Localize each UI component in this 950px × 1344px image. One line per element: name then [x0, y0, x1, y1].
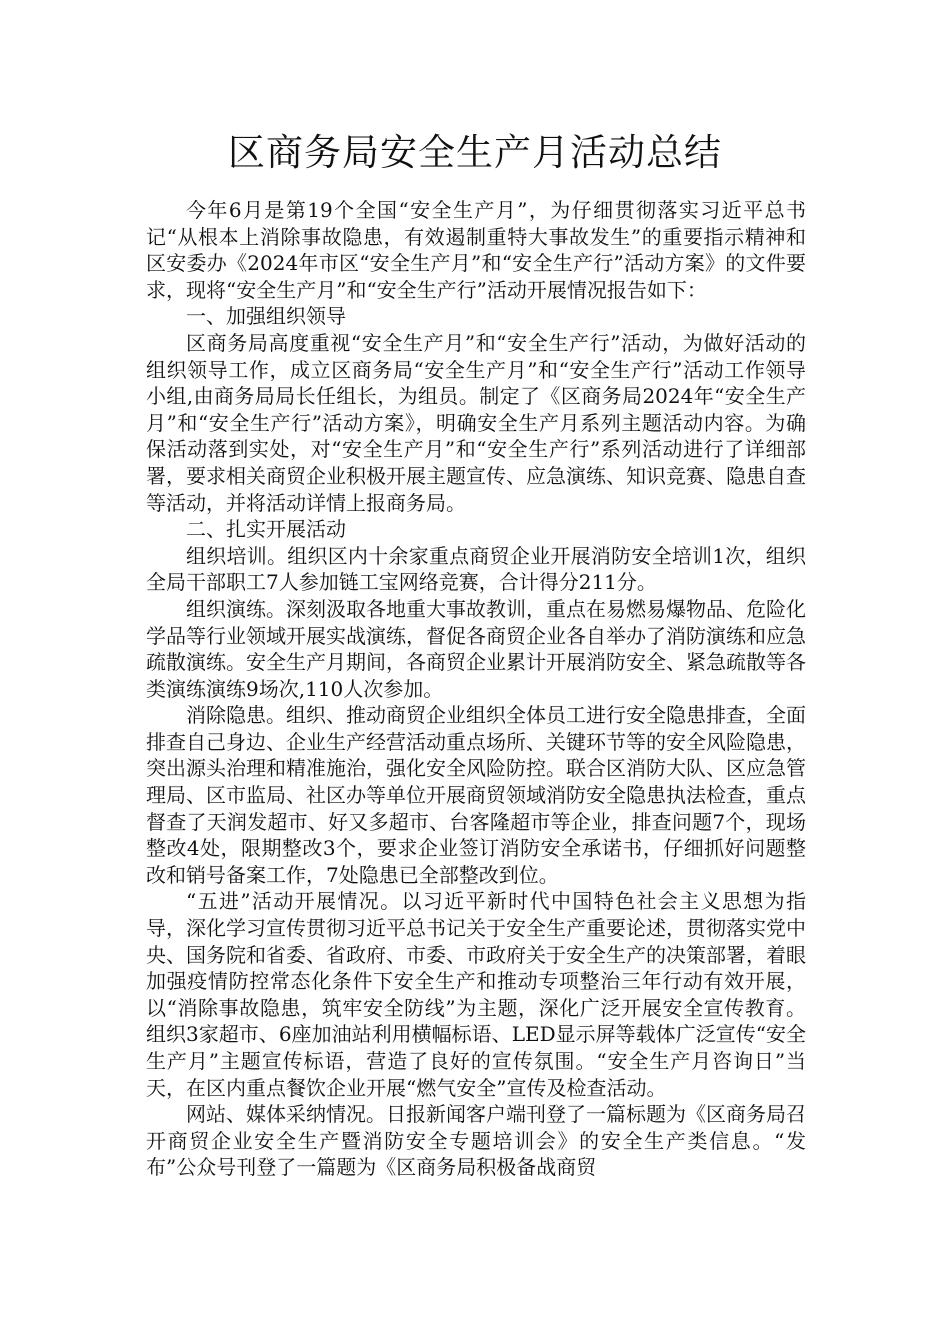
five-entries-paragraph: “五进”活动开展情况。以习近平新时代中国特色社会主义思想为指导，深化学习宣传贯彻习近平总书记关于安全生产重要论述，贯彻落实党中央、国务院和省委、省政府、市委、市政府关于安全生产的决策部署，着眼加强疫情防控常态化条件下安全生产和推动专项整治三年行动有效开展，以“消除事故隐患，筑牢安全防线”为主题，深化广泛开展安全宣传教育。组织3家超市、6座加油站利用横幅标语、LED显示屏等载体广泛宣传“安全生产月”主题宣传标语，营造了良好的宣传氛围。“安全生产月咨询日”当天，在区内重点餐饮企业开展“燃气安全”宣传及检查活动。 [146, 889, 806, 1100]
section-heading-2: 二、扎实开展活动 [186, 517, 346, 542]
media-paragraph: 网站、媒体采纳情况。日报新闻客户端刊登了一篇标题为《区商务局召开商贸企业安全生产暨消防安全专题培训会》的安全生产类信息。“发布”公众号刊登了一篇题为《区商务局积极备战商贸 [146, 1102, 806, 1180]
intro-paragraph: 今年6月是第19个全国“安全生产月”，为仔细贯彻落实习近平总书记“从根本上消除事故隐患，有效遏制重特大事故发生”的重要指示精神和区安委办《2024年市区“安全生产月”和“安全生产行”活动方案》的文件要求，现将“安全生产月”和“安全生产行”活动开展情况报告如下： [146, 198, 806, 302]
section-heading-1: 一、加强组织领导 [186, 304, 346, 329]
document-title: 区商务局安全生产月活动总结 [228, 131, 722, 174]
leadership-paragraph: 区商务局高度重视“安全生产月”和“安全生产行”活动，为做好活动的组织领导工作，成立区商务局“安全生产月”和“安全生产行”活动工作领导小组,由商务局局长任组长，为组员。制定了《区商务局2024年“安全生产月”和“安全生产行”活动方案》，明确安全生产月系列主题活动内容。为确保活动落到实处，对“安全生产月”和“安全生产行”系列活动进行了详细部署，要求相关商贸企业积极开展主题宣传、应急演练、知识竞赛、隐患自查等活动，并将活动详情上报商务局。 [146, 330, 806, 515]
document-body [146, 197, 806, 1181]
drill-paragraph: 组织演练。深刻汲取各地重大事故教训，重点在易燃易爆物品、危险化学品等行业领域开展实战演练，督促各商贸企业各自举办了消防演练和应急疏散演练。安全生产月期间，各商贸企业累计开展消防安全、紧急疏散等各类演练演练9场次,110人次参加。 [146, 596, 806, 701]
training-paragraph: 组织培训。组织区内十余家重点商贸企业开展消防安全培训1次，组织全局干部职工7人参加链工宝网络竞赛，合计得分211分。 [146, 543, 806, 595]
hazard-paragraph: 消除隐患。组织、推动商贸企业组织全体员工进行安全隐患排查，全面排查自己身边、企业生产经营活动重点场所、关键环节等的安全风险隐患，突出源头治理和精准施治，强化安全风险防控。联合区消防大队、区应急管理局、区市监局、社区办等单位开展商贸领域消防安全隐患执法检查，重点督查了天润发超市、好又多超市、台客隆超市等企业，排查问题7个，现场整改4处，限期整改3个，要求企业签订消防安全承诺书，仔细抓好问题整改和销号备案工作，7处隐患已全部整改到位。 [146, 703, 806, 887]
